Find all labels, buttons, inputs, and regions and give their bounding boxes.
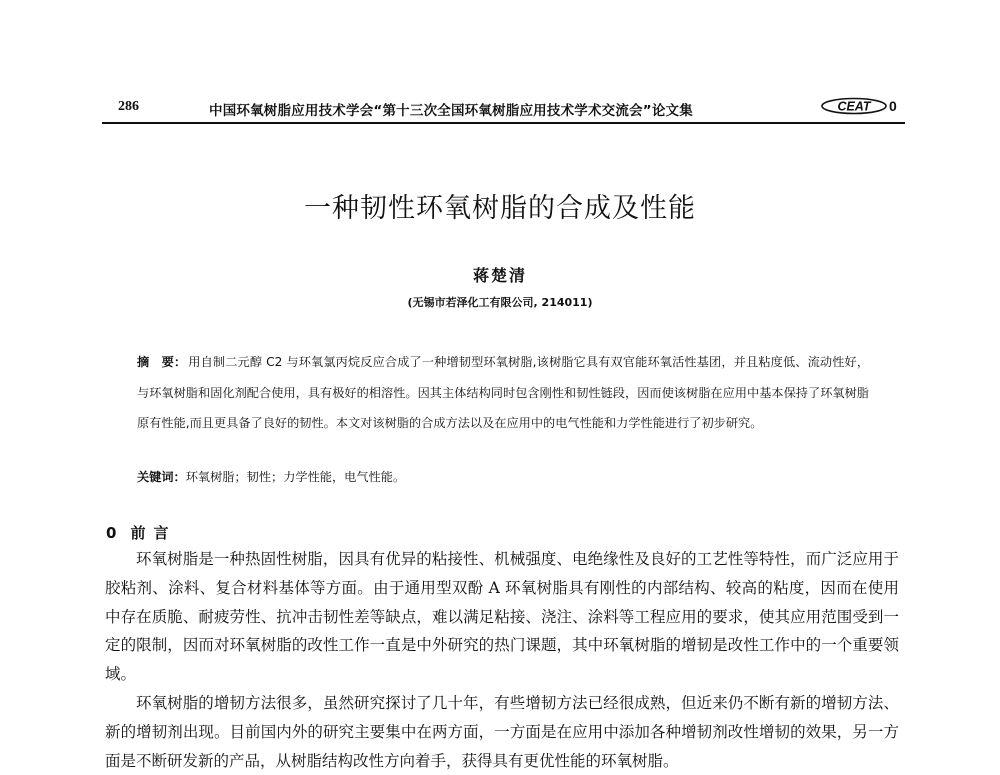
page-number: 286 bbox=[118, 99, 139, 114]
abstract-label: 摘 要： bbox=[137, 355, 187, 369]
section-heading bbox=[106, 522, 176, 543]
section-number: 0 bbox=[106, 524, 117, 542]
article-title: 一种韧性环氧树脂的合成及性能 bbox=[304, 193, 696, 224]
abstract-block bbox=[137, 347, 869, 439]
section-title: 前言 bbox=[130, 524, 177, 542]
abstract-text: 用自制二元醇 C2 与环氧氯丙烷反应合成了一种增韧型环氧树脂,该树脂它具有双官能环氧活性基团，并且粘度低、流动性好，与环氧树脂和固化剂配合使用，具有极好的相溶性。因其主体结构同时包含刚性和韧性链段，因而使该树脂在应用中基本保持了环氧树脂原有性能,而且更具备了良好的韧性。本文对该树脂的合成方法以及在应用中的电气性能和力学性能进行了初步研究。 bbox=[137, 355, 870, 430]
publisher-logo bbox=[820, 97, 897, 115]
keywords-block bbox=[137, 464, 869, 490]
author-name: 蒋楚清 bbox=[472, 266, 527, 285]
logo-suffix: 0 bbox=[889, 98, 897, 114]
author-affiliation: (无锡市若泽化工有限公司, 214011) bbox=[407, 296, 593, 309]
running-header bbox=[102, 96, 905, 124]
keywords-label: 关键词： bbox=[137, 470, 186, 484]
ceat-logo-icon bbox=[820, 97, 888, 115]
logo-text: CEAT bbox=[837, 99, 871, 114]
running-title: 中国环氧树脂应用技术学会“第十三次全国环氧树脂应用技术学术交流会”论文集 bbox=[209, 103, 693, 119]
paragraph: 环氧树脂是一种热固性树脂，因具有优异的粘接性、机械强度、电绝缘性及良好的工艺性等特性，而广泛应用于胶粘剂、涂料、复合材料基体等方面。由于通用型双酚 A 环氧树脂具有刚性的内部结构、较高的粘度，因而在使用中存在质脆、耐疲劳性、抗冲击韧性差等缺点，难以满足粘接、浇注、涂料等工程应用的要求，使其应用范围受到一定的限制，因而对环氧树脂的改性工作一直是中外研究的热门课题，其中环氧树脂的增韧是改性工作中的一个重要领域。 bbox=[105, 550, 899, 684]
keywords-text: 环氧树脂；韧性；力学性能，电气性能。 bbox=[185, 470, 406, 484]
body-text bbox=[105, 545, 899, 775]
paragraph: 环氧树脂的增韧方法很多，虽然研究探讨了几十年，有些增韧方法已经很成熟，但近来仍不断有新的增韧方法、新的增韧剂出现。目前国内外的研究主要集中在两方面，一方面是在应用中添加各种增韧剂改性增韧的效果，另一方面是不断研发新的产品，从树脂结构改性方向着手，获得具有更优性能的环氧树脂。 bbox=[105, 693, 899, 770]
